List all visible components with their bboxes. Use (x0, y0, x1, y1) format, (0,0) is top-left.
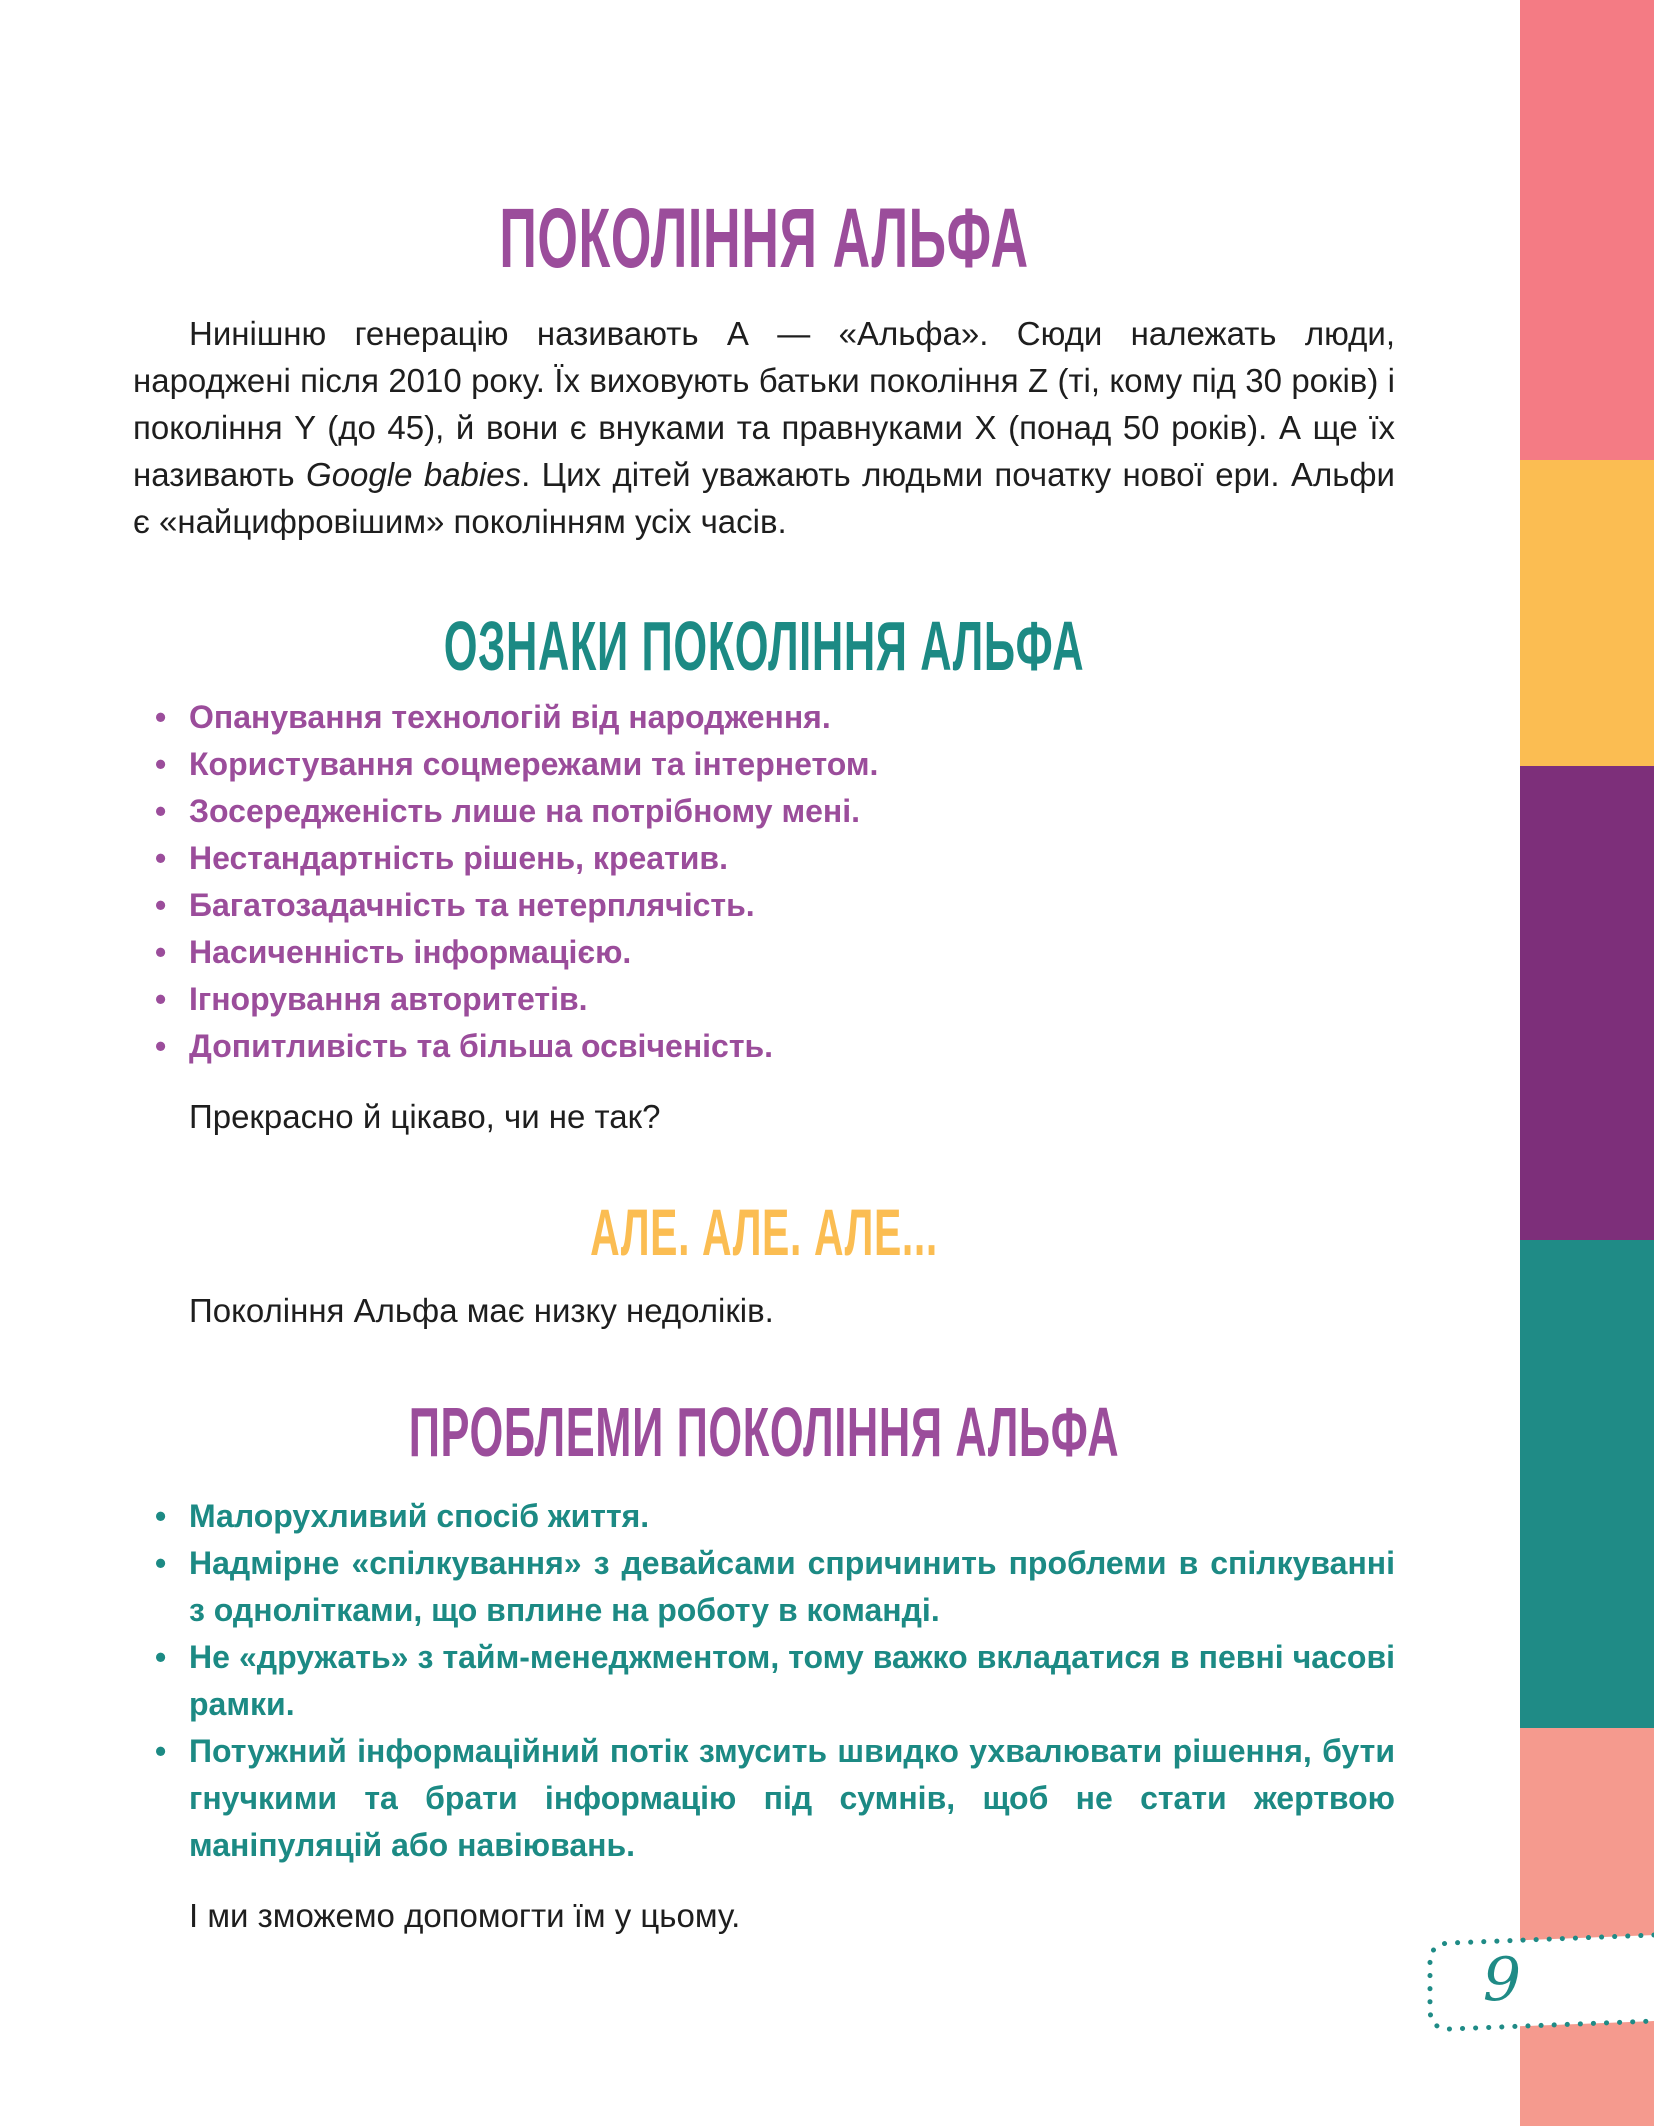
bullet-icon: • (155, 840, 167, 876)
problems-heading: ПРОБЛЕМИ ПОКОЛІННЯ АЛЬФА (408, 1393, 1120, 1471)
sign-text: Нестандартність рішень, креатив. (189, 840, 728, 876)
stripe-yellow (1520, 460, 1654, 766)
problem-text: Малорухливий спосіб життя. (189, 1498, 650, 1534)
bullet-icon: • (155, 934, 167, 970)
problem-text: Не «дружать» з тайм-менеджментом, тому важко вкладатися в певні часові рамки. (189, 1639, 1395, 1722)
list-item (133, 1493, 1395, 1540)
bullet-icon: • (155, 1498, 167, 1534)
stripe-teal (1520, 1240, 1654, 1728)
list-item (133, 929, 1395, 976)
bullet-icon: • (155, 1545, 167, 1581)
signs-list (133, 694, 1395, 1070)
bullet-icon: • (155, 699, 167, 735)
stripe-salmon (1520, 1728, 1654, 2126)
list-item (133, 741, 1395, 788)
stripe-pink (1520, 0, 1654, 460)
bullet-icon: • (155, 1639, 167, 1675)
list-item (133, 1728, 1395, 1869)
page-number: 9 (1482, 1945, 1522, 2015)
sign-text: Зосередженість лише на потрібному мені. (189, 793, 861, 829)
list-item (133, 1540, 1395, 1634)
sign-text: Допитливість та більша освіченість. (189, 1028, 774, 1064)
signs-heading: ОЗНАКИ ПОКОЛІННЯ АЛЬФА (443, 607, 1085, 685)
sign-text: Ігнорування авторитетів. (189, 981, 588, 1017)
sign-text: Опанування технологій від народження. (189, 699, 831, 735)
bullet-icon: • (155, 1028, 167, 1064)
list-item (133, 694, 1395, 741)
but-heading: АЛЕ. АЛЕ. АЛЕ... (590, 1195, 938, 1269)
list-item (133, 882, 1395, 929)
list-item (133, 835, 1395, 882)
question-line: Прекрасно й цікаво, чи не так? (189, 1098, 661, 1135)
intro-paragraph (133, 310, 1395, 545)
problem-text: Надмірне «спілкування» з девайсами спричинить проблеми в спілкуванні з однолітками, що вплине на роботу в команді. (189, 1545, 1395, 1628)
intro-italic-term: Google babies (306, 456, 522, 493)
bullet-icon: • (155, 981, 167, 1017)
stripe-purple (1520, 766, 1654, 1240)
drawbacks-intro-line: Покоління Альфа має низку недоліків. (189, 1292, 774, 1329)
sign-text: Багатозадачність та нетерплячість. (189, 887, 755, 923)
sign-text: Користування соцмережами та інтернетом. (189, 746, 879, 782)
sign-text: Насиченність інформацією. (189, 934, 632, 970)
problem-text: Потужний інформаційний потік змусить швидко ухвалювати рішення, бути гнучкими та брати інформацію під сумнів, щоб не стати жертвою маніпуляцій або навіювань. (189, 1733, 1395, 1863)
bullet-icon: • (155, 793, 167, 829)
bullet-icon: • (155, 1733, 167, 1769)
bullet-icon: • (155, 746, 167, 782)
bullet-icon: • (155, 887, 167, 923)
list-item (133, 1023, 1395, 1070)
list-item (133, 976, 1395, 1023)
edge-color-stripes (1520, 0, 1654, 2126)
intro-text-part2: . Цих дітей уважають людьми початку нової ери. Альфи є «найцифровішим» поколінням усіх часів. (133, 456, 1395, 540)
intro-text-part1: Нинішню генерацію називають А — «Альфа». Сюди належать люди, народжені після 2010 року. Їх виховують батьки покоління Z (ті, кому під 30 років) і покоління Y (до 45), й вони є внуками та правнуками X (понад 50 років). А ще їх називають (133, 315, 1395, 493)
page-title: ПОКОЛІННЯ АЛЬФА (499, 191, 1029, 285)
problems-list (133, 1493, 1395, 1869)
closing-line: І ми зможемо допомогти їм у цьому. (189, 1897, 741, 1934)
list-item (133, 1634, 1395, 1728)
list-item (133, 788, 1395, 835)
